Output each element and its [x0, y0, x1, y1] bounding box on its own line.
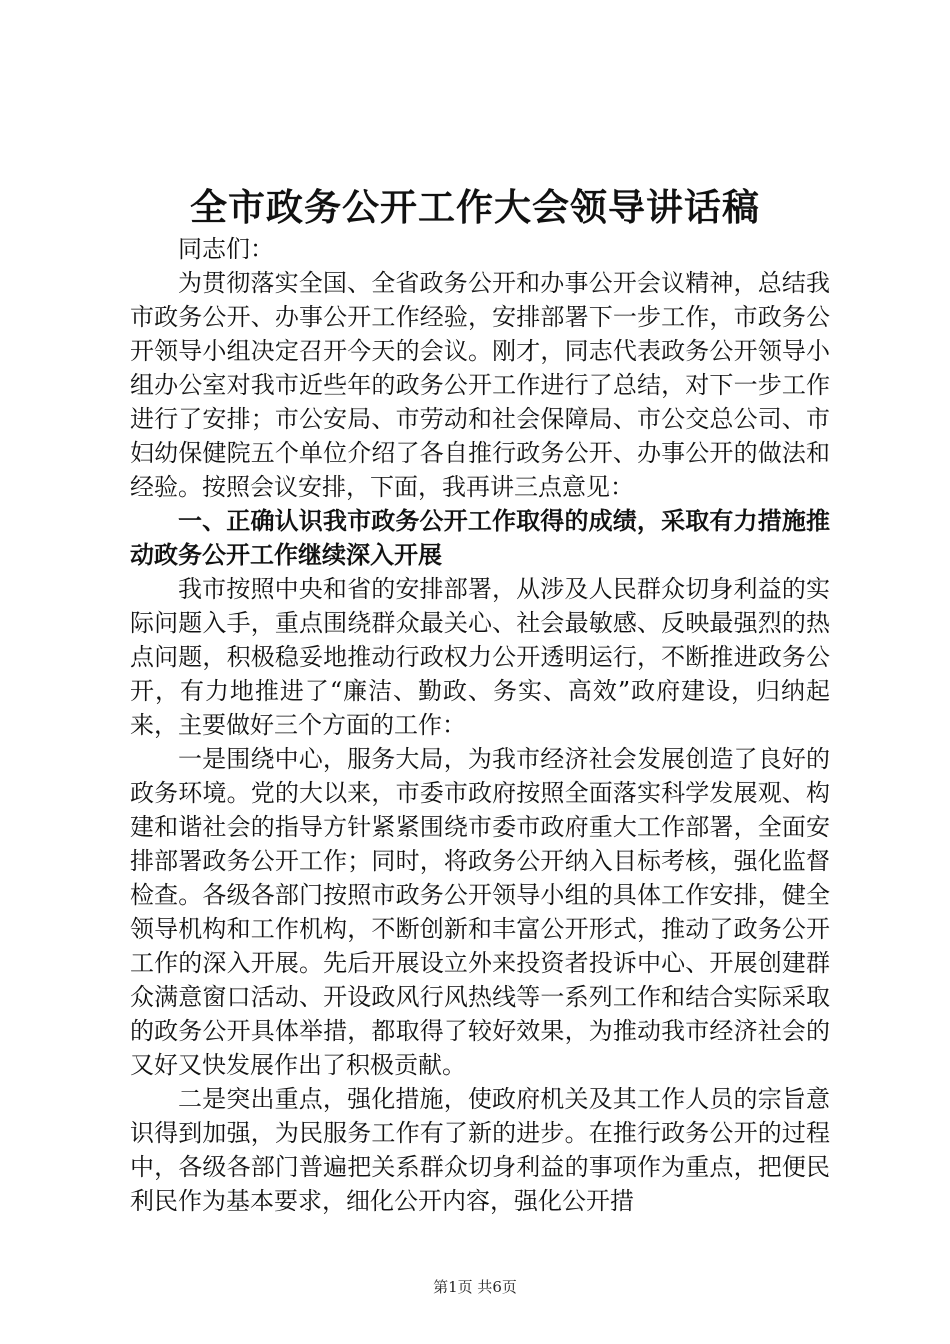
page-footer: 第1页 共6页: [433, 1278, 517, 1296]
paragraph-achievements: 我市按照中央和省的安排部署，从涉及人民群众切身利益的实际问题入手，重点围绕群众最关心、社会最敏感、反映最强烈的热点问题，积极稳妥地推动行政权力公开透明运行，不断推进政务公开，有力地推进了“廉洁、勤政、务实、高效”政府建设，归纳起来，主要做好三个方面的工作：: [130, 575, 830, 739]
paragraph-point-2: 二是突出重点，强化措施，使政府机关及其工作人员的宗旨意识得到加强，为民服务工作有了新的进步。在推行政务公开的过程中，各级各部门普遍把关系群众切身利益的事项作为重点，把便民利民作为基本要求，细化公开内容，强化公开措: [130, 1085, 830, 1215]
paragraph-intro: 为贯彻落实全国、全省政务公开和办事公开会议精神，总结我市政务公开、办事公开工作经验，安排部署下一步工作，市政务公开领导小组决定召开今天的会议。刚才，同志代表政务公开领导小组办公室对我市近些年的政务公开工作进行了总结，对下一步工作进行了安排；市公安局、市劳动和社会保障局、市公交总公司、市妇幼保健院五个单位介绍了各自推行政务公开、办事公开的做法和经验。按照会议安排，下面，我再讲三点意见：: [130, 269, 830, 501]
salutation: 同志们：: [178, 235, 274, 263]
document-body: [130, 232, 830, 1218]
paragraph-point-1: 一是围绕中心，服务大局，为我市经济社会发展创造了良好的政务环境。党的大以来，市委市政府按照全面落实科学发展观、构建和谐社会的指导方针紧紧围绕市委市政府重大工作部署，全面安排部署政务公开工作；同时，将政务公开纳入目标考核，强化监督检查。各级各部门按照市政务公开领导小组的具体工作安排，健全领导机构和工作机构，不断创新和丰富公开形式，推动了政务公开工作的深入开展。先后开展设立外来投资者投诉中心、开展创建群众满意窗口活动、开设政风行风热线等一系列工作和结合实际采取的政务公开具体举措，都取得了较好效果，为推动我市经济社会的又好又快发展作出了积极贡献。: [130, 745, 830, 1079]
document-title: 全市政务公开工作大会领导讲话稿: [190, 186, 760, 229]
section-heading-1: 一、正确认识我市政务公开工作取得的成绩，采取有力措施推动政务公开工作继续深入开展: [130, 507, 830, 569]
